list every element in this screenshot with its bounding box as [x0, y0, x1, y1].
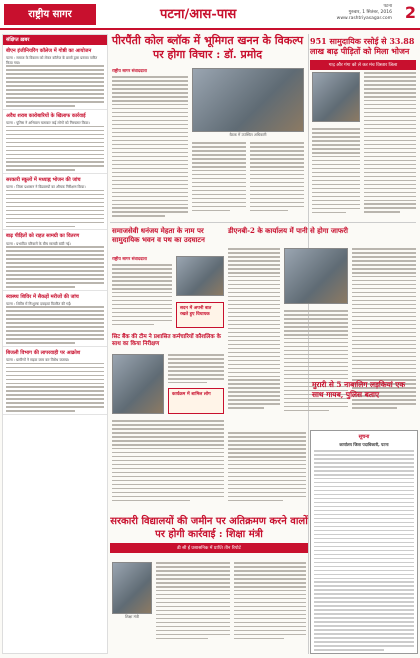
masthead [0, 0, 420, 30]
story-b-body-col-2 [352, 248, 416, 428]
story-headline: बीएन इंजीनियरिंग कॉलेज में गोष्ठी का आयोजन [6, 48, 92, 54]
bottom-photo [112, 562, 152, 619]
story-a-byline: राष्ट्रीय सागर संवाददाता [112, 256, 147, 261]
story-d-body [228, 432, 306, 512]
story-b-photo [284, 248, 348, 304]
lead-headline[interactable]: पीरपैंती कोल ब्लॉक में भूमिगत खनन के विकल्प पर होगा विचार : डॉ. प्रमोद [111, 34, 304, 61]
story-c-quote: कार्यक्रम में शामिल लोग [168, 388, 224, 414]
story-c-photo [112, 354, 164, 414]
story-headline-a[interactable]: समाजसेवी धनंजय मेहता के नाम पर सामुदायिक भवन व पथ का उदघाटन [112, 226, 205, 244]
right-top-photo [312, 72, 360, 122]
lead-body-col-2 [192, 142, 246, 218]
story-snippet: पटना : जिला प्रशासन ने विद्यालयों का औचक निरीक्षण किया। [6, 185, 86, 190]
brief-story[interactable] [3, 174, 107, 230]
story-headline: स्वास्थ्य शिविर में सैकड़ों मरीजों की जांच [6, 293, 79, 300]
official-notice[interactable] [310, 430, 418, 654]
story-c-body-2 [112, 420, 224, 510]
date-box [318, 4, 392, 22]
brief-story[interactable] [3, 347, 107, 415]
story-headline: सरकारी स्कूलों में मध्याह्न भोजन की जांच [6, 177, 81, 184]
story-snippet: पटना : शिविर में निःशुल्क दवाइयां वितरित की गईं। [6, 301, 72, 306]
story-b-body-col-1 [228, 248, 280, 428]
right-top-body-col-1 [364, 72, 416, 222]
brief-story[interactable] [3, 45, 107, 110]
right-top-headline[interactable]: 951 सामुदायिक रसोई से 33.88 लाख बाढ़ पीड़ितों को मिला भोजन [310, 36, 415, 56]
left-news-column [2, 34, 108, 654]
bottom-headline: सरकारी विद्यालयों की जमीन पर अतिक्रमण करने वालों पर होगी कार्रवाई : शिक्षा मंत्री [110, 516, 308, 540]
bottom-body-col-1 [156, 562, 230, 654]
story-headline-c[interactable]: सिट बैंक की टीम ने प्रशासित कर्मचारियों कौशलिक के साथ का किया निरीक्षण [112, 334, 221, 348]
row-divider [110, 222, 416, 223]
story-b-body-col-3 [284, 310, 348, 428]
story-headline: अवैध शराब कारोबारियों के खिलाफ कार्रवाई [6, 112, 86, 119]
bottom-photo-caption: शिक्षा मंत्री [125, 614, 139, 619]
brief-story[interactable] [3, 291, 107, 347]
date-city: पटना [383, 4, 392, 9]
story-c-body [168, 354, 224, 386]
lead-body-col-3 [250, 142, 304, 218]
story-snippet: पटना : प्रभावित परिवारों के बीच सामग्री बांटी गई। [6, 241, 71, 246]
right-top-subhead: गाद़ और गंगा को ले कर मंच विस्तार जिला [310, 60, 416, 70]
notice-title: सूचना [358, 434, 370, 440]
story-snippet: पटना : समाज के विकास को लेकर कॉलेज के छात्रों द्वारा प्रस्ताव पारित किया गया। [6, 56, 98, 65]
story-headline: बिजली विभाग की लापरवाही पर आक्रोश [6, 349, 81, 356]
story-a-photo [176, 256, 224, 296]
story-headline-b[interactable]: डीएनबी-2 के कार्यालय में पानी से होगा जाफरी [228, 226, 348, 235]
right-top-body-col-2 [312, 128, 360, 222]
story-snippet: पटना : पुलिस ने अभियान चलाकर कई लोगों को गिरफ्तार किया। [6, 121, 90, 126]
page-number: 2 [404, 3, 416, 22]
story-a-quote: सदन में अपनी बात रखते हुए विधायक [176, 302, 224, 328]
lead-byline: राष्ट्रीय सागर संवाददाता [112, 68, 147, 73]
story-snippet: पटना : ग्रामीणों ने सड़क जाम कर विरोध जताया। [6, 357, 70, 362]
website-text: www.rashtriyasagar.com [336, 16, 392, 21]
story-headline-d[interactable]: मुरारी से 5 नाबालिग लड़कियां एक साथ गायब, पुलिस बताए [312, 380, 406, 399]
bottom-story[interactable] [110, 515, 308, 553]
lead-photo [192, 68, 304, 137]
bottom-body-col-2 [234, 562, 306, 654]
brief-news-band: संक्षिप्त ख़बर [3, 35, 107, 45]
newspaper-brand: राष्ट्रीय सागर [4, 4, 96, 25]
date-text: गुरुवार, 1 सितंबर, 2016 [348, 10, 392, 15]
story-a-body [112, 256, 172, 328]
brief-story[interactable] [3, 230, 107, 290]
story-headline: बाढ़ पीड़ितों को राहत सामग्री का वितरण [6, 233, 80, 240]
bottom-subhead: डी सी ई प्रशासनिक में प्राप्ति तीन रिपोर्ट [110, 543, 308, 553]
section-title: पटना/आस-पास [160, 7, 237, 22]
photo-caption: बैठक में उपस्थित अधिकारी [229, 132, 267, 137]
notice-subtitle: कार्यालय जिला पदाधिकारी, पटना [339, 442, 389, 447]
brief-story[interactable] [3, 110, 107, 174]
lead-body-col-1 [112, 68, 188, 218]
